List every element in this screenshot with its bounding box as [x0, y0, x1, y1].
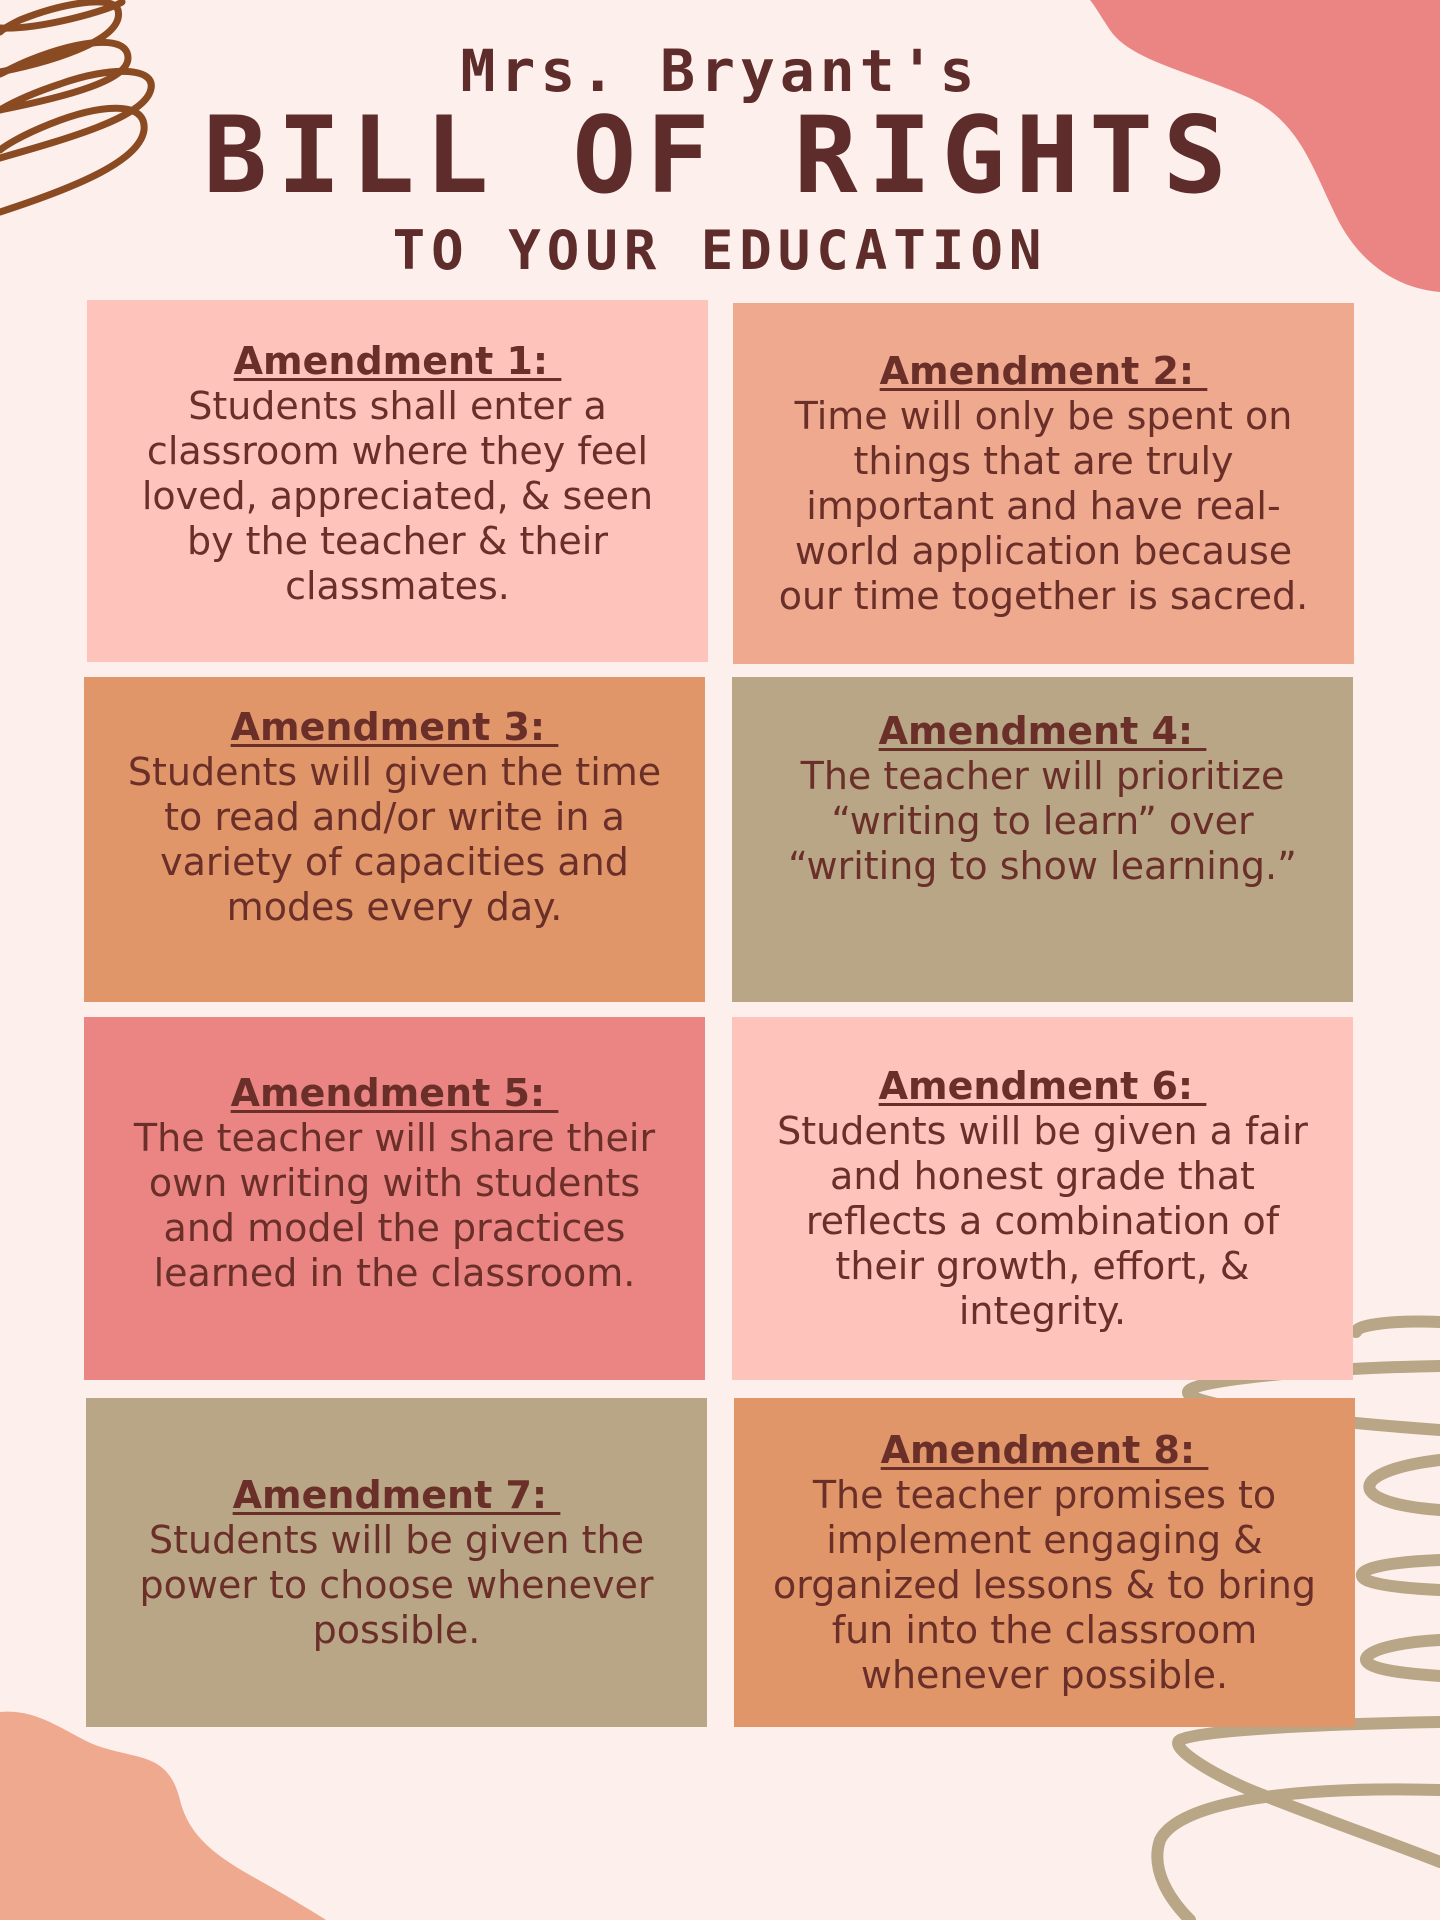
amendment-card-1 [87, 300, 708, 662]
amendment-card-4 [732, 677, 1353, 1002]
peach-blob-bottom-left [0, 1712, 326, 1920]
amendment-text: Time will only be spent on things that are truly important and have real- world application because our time together is sacred. [778, 393, 1309, 618]
title-teacher-name: Mrs. Bryant's [460, 37, 980, 105]
amendment-card-3 [84, 677, 705, 1002]
amendment-heading: Amendment 1: [233, 339, 562, 383]
poster-title [0, 0, 1440, 300]
amendment-text: The teacher will share their own writing with students and model the practices learned in the classroom. [133, 1116, 656, 1295]
amendment-card-2 [733, 303, 1354, 664]
amendment-card-8 [734, 1398, 1355, 1727]
amendment-heading: Amendment 2: [879, 348, 1208, 393]
amendment-heading: Amendment 3: [230, 705, 559, 749]
amendment-heading: Amendment 5: [230, 1071, 559, 1115]
amendment-card-5 [84, 1017, 705, 1380]
amendment-card-6 [732, 1017, 1353, 1380]
amendment-text: Students will given the time to read and/or write in a variety of capacities and modes every day. [127, 750, 662, 929]
title-main: BILL OF RIGHTS [203, 94, 1237, 217]
amendment-text: Students shall enter a classroom where they feel loved, appreciated, & seen by the teacher & their classmates. [141, 384, 654, 608]
amendment-heading: Amendment 8: [880, 1427, 1209, 1472]
amendment-heading: Amendment 7: [232, 1472, 561, 1517]
amendment-card-7 [86, 1398, 707, 1727]
amendment-heading: Amendment 6: [878, 1063, 1207, 1108]
amendment-text: The teacher promises to implement engaging & organized lessons & to bring fun into the classroom whenever possible. [773, 1472, 1316, 1697]
amendment-text: Students will be given the power to choose whenever possible. [139, 1517, 654, 1652]
title-subtitle: TO YOUR EDUCATION [392, 219, 1048, 282]
amendment-text: Students will be given a fair and honest grade that reflects a combination of their growth, effort, & integrity. [777, 1108, 1308, 1333]
amendment-text: The teacher will prioritize “writing to learn” over “writing to show learning.” [788, 753, 1297, 888]
amendment-heading: Amendment 4: [878, 708, 1207, 753]
